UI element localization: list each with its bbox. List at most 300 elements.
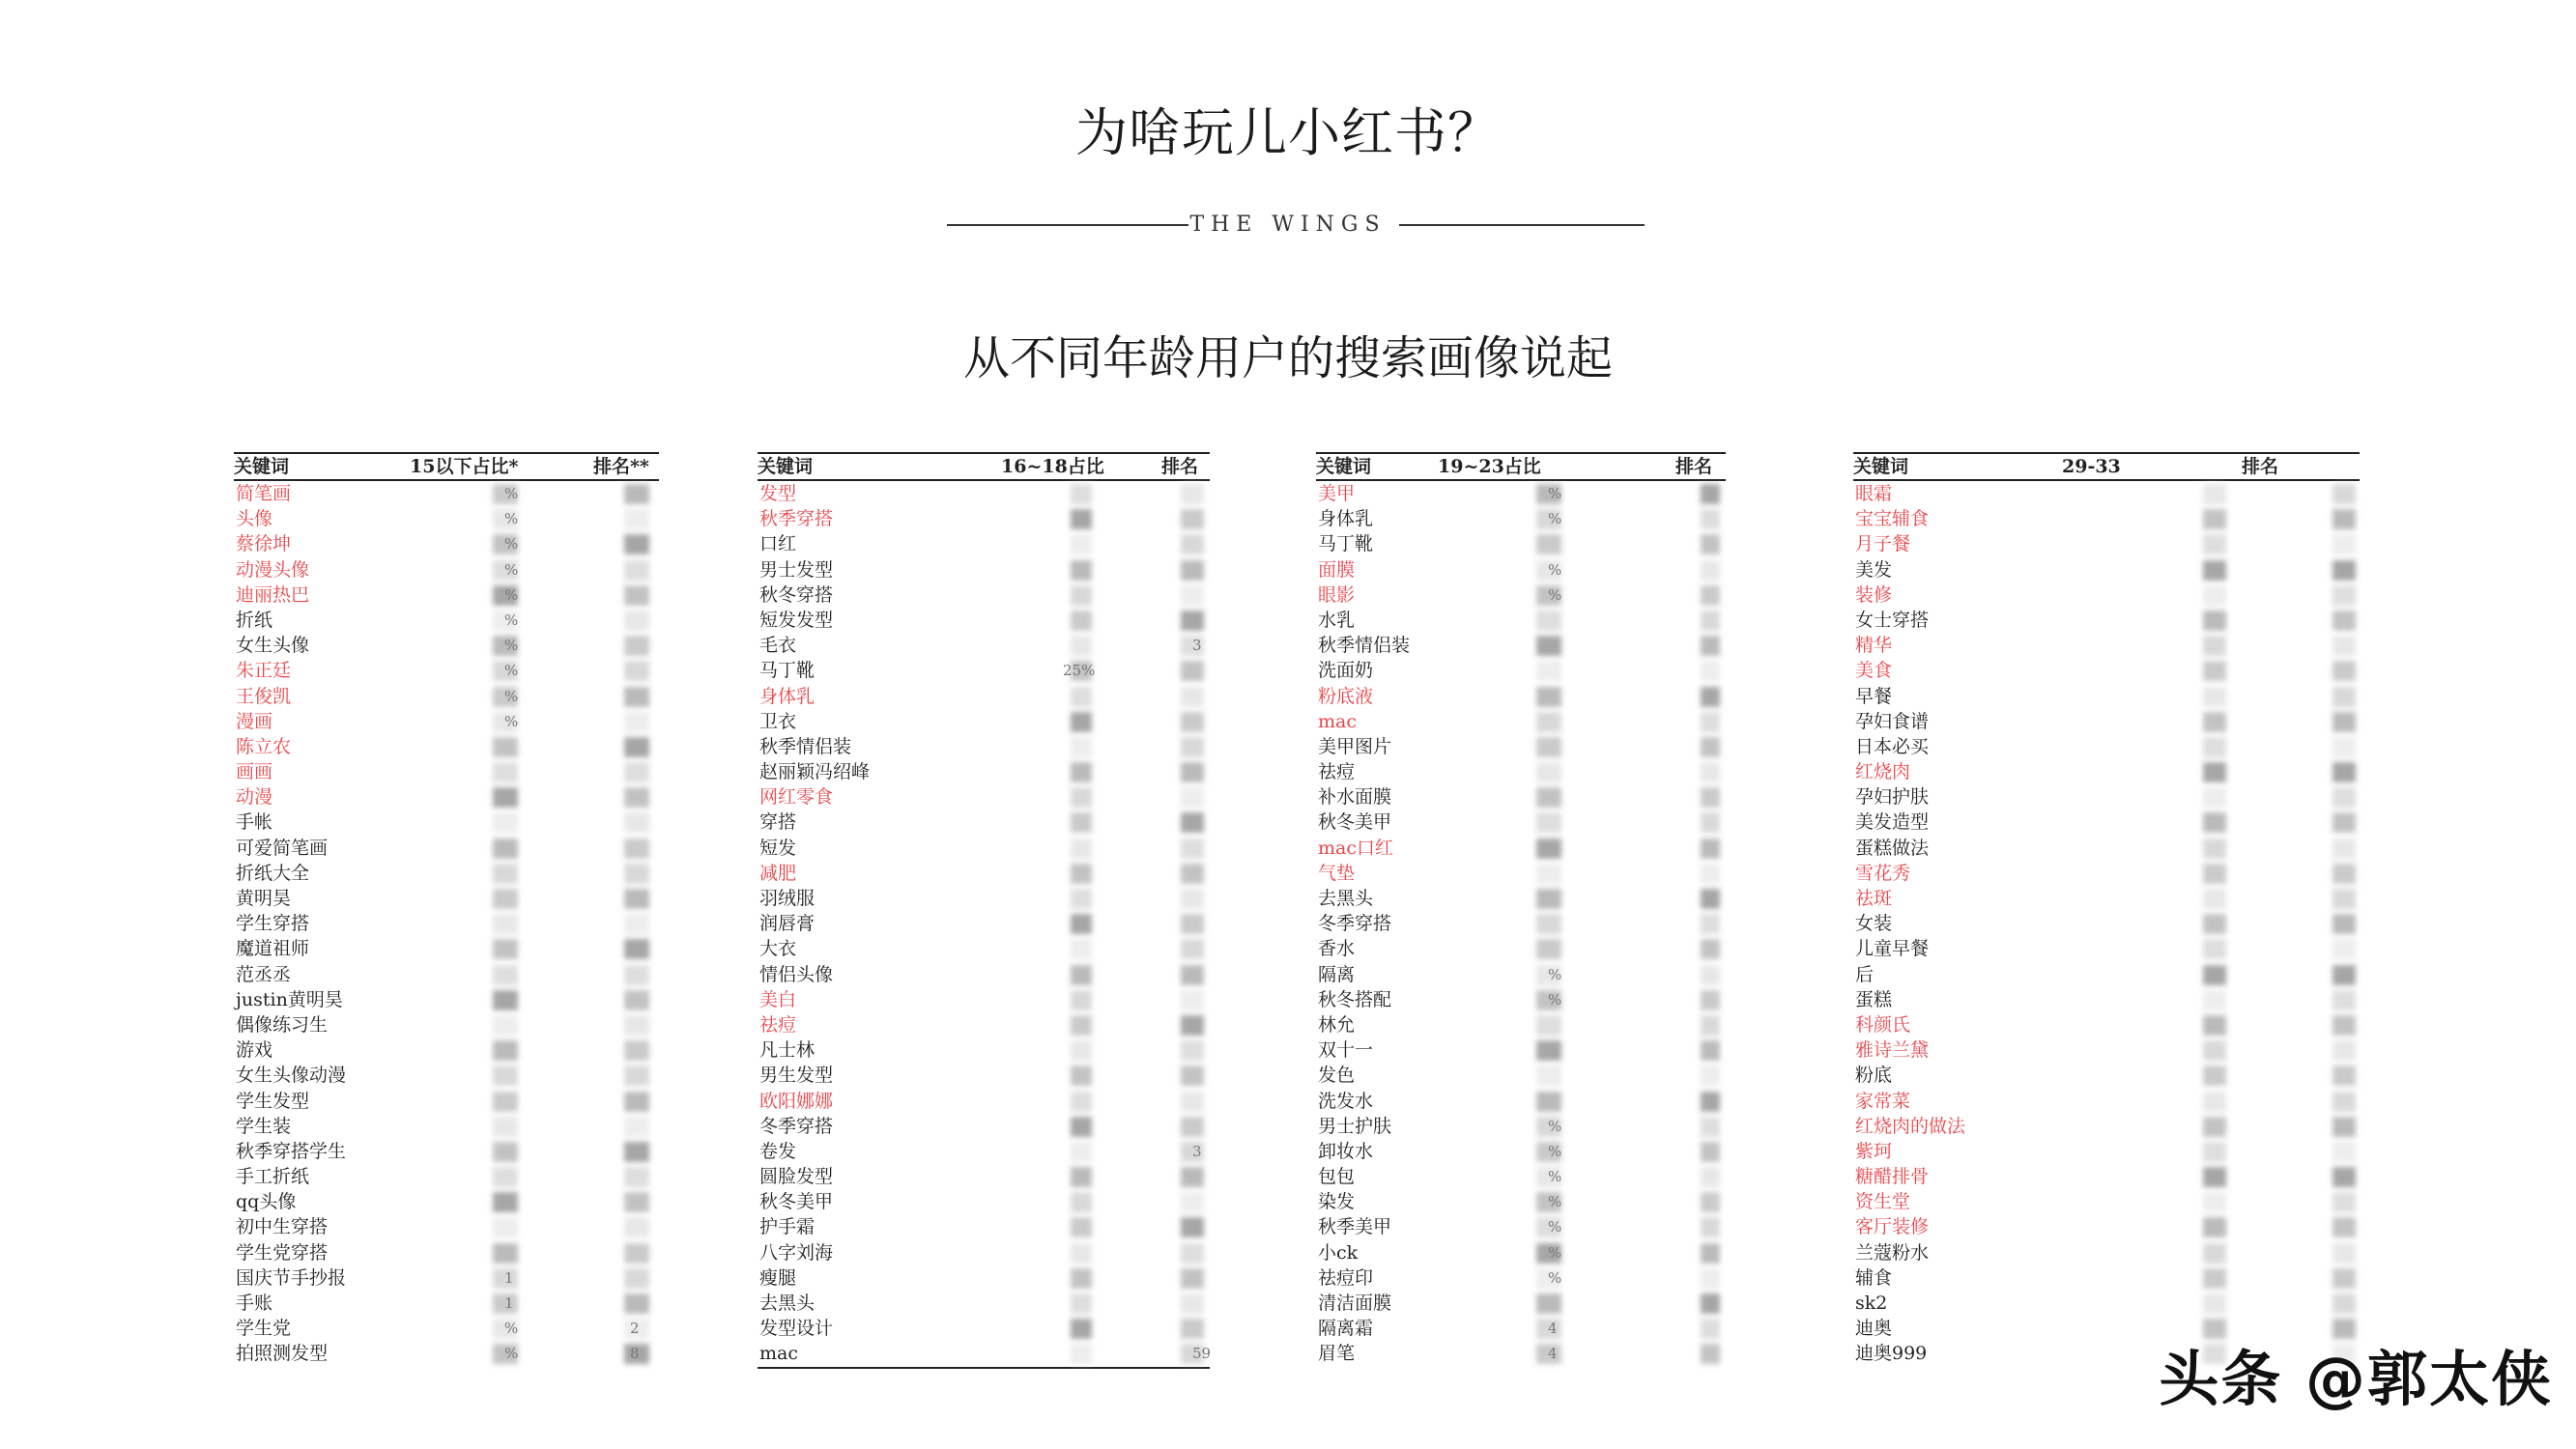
redacted-rank-block [1181,509,1204,529]
table-row [234,1114,659,1139]
redacted-share-block [2203,484,2226,504]
table-row [1316,1037,1726,1063]
rank-cell: 3 [1192,637,1202,655]
table-row [758,658,1210,683]
keyword-cell: 网红零食 [759,786,834,809]
redacted-share-block [2203,560,2226,581]
redacted-share-block [2203,812,2226,833]
table-row [1316,1114,1726,1139]
redacted-share-block [1536,762,1561,782]
table-row [758,684,1210,709]
share-cell: % [1548,1117,1562,1135]
redacted-share-block [1536,838,1561,859]
table-row [1853,1139,2360,1164]
redacted-share-block [2203,737,2226,757]
redacted-share-block [1536,636,1561,656]
redacted-share-block [1071,585,1092,606]
redacted-rank-block [2333,1142,2356,1162]
keyword-cell: 秋冬美甲 [1318,811,1392,834]
table-row [234,1265,659,1291]
keyword-cell: 拍照测发型 [236,1343,329,1365]
table-row [1316,1189,1726,1214]
table-row [758,1089,1210,1114]
redacted-rank-block [1701,1319,1720,1339]
table-row [234,1240,659,1265]
keyword-cell: 包包 [1318,1166,1356,1188]
table-body [234,481,659,1367]
keyword-cell: 小ck [1318,1241,1359,1264]
table-row [1316,886,1726,911]
share-cell: % [504,535,519,554]
redacted-share-block [2203,1015,2226,1036]
table-row [1853,582,2360,608]
redacted-rank-block [2333,1117,2356,1137]
header-rank: 排名 [1675,456,1713,477]
table-row [1316,1341,1726,1366]
redacted-rank-block [1701,1142,1720,1162]
redacted-share-block [493,889,518,909]
redacted-rank-block [1701,939,1720,959]
redacted-share-block [1071,1192,1092,1212]
keyword-cell: 冬季穿搭 [759,1115,834,1137]
keyword-cell: 去黑头 [1318,888,1374,909]
redacted-rank-block [624,712,649,732]
keyword-cell: 秋冬搭配 [1318,988,1392,1010]
share-cell: % [1548,510,1562,528]
redacted-rank-block [1701,1243,1720,1264]
keyword-cell: 美食 [1855,660,1893,682]
redacted-rank-block [2333,1092,2356,1112]
table-row [234,481,659,506]
redacted-rank-block [1181,1268,1204,1289]
keyword-cell: 赵丽颖冯绍峰 [759,761,871,783]
redacted-share-block [2203,1065,2226,1086]
table-row [758,608,1210,633]
redacted-rank-block [1181,687,1204,707]
share-cell: % [504,637,519,655]
keyword-cell: 短发发型 [759,609,834,631]
redacted-rank-block [1181,914,1204,934]
redacted-rank-block [1181,1065,1204,1086]
redacted-rank-block [2333,990,2356,1010]
redacted-share-block [493,1217,518,1237]
keyword-cell: 学生穿搭 [236,913,310,935]
keyword-cell: 孕妇食谱 [1855,710,1930,732]
table-row [758,734,1210,759]
table-row [1853,506,2360,531]
keyword-cell: 蛋糕 [1855,988,1893,1010]
table-row [758,481,1210,506]
keyword-cell: 手工折纸 [236,1166,310,1188]
redacted-rank-block [1181,812,1204,833]
table-row [758,784,1210,810]
keyword-cell: 孕妇护肤 [1855,786,1930,809]
table-row [234,886,659,911]
table-row [234,1063,659,1088]
keyword-cell: mac口红 [1318,837,1393,859]
redacted-share-block [1536,1040,1561,1061]
redacted-rank-block [2333,1065,2356,1086]
keyword-cell: 润唇膏 [759,913,816,935]
table-row [1316,1063,1726,1088]
redacted-share-block [2203,712,2226,732]
table-header [234,452,659,481]
keyword-cell: 男生发型 [759,1065,834,1087]
table-row [758,936,1210,961]
redacted-rank-block [1181,889,1204,909]
redacted-share-block [1071,1217,1092,1237]
keyword-cell: 简笔画 [236,483,292,504]
share-cell: 4 [1548,1320,1558,1338]
table-row [234,1037,659,1063]
redacted-share-block [2203,965,2226,985]
redacted-rank-block [1701,484,1720,504]
redacted-rank-block [1181,1293,1204,1314]
keyword-cell: 迪奥 [1855,1318,1893,1340]
redacted-share-block [2203,762,2226,782]
redacted-share-block [1071,1293,1092,1314]
redacted-rank-block [2333,1167,2356,1187]
redacted-share-block [493,939,518,959]
keyword-cell: 欧阳娜娜 [759,1090,834,1112]
keyword-cell: 女士穿搭 [1855,609,1930,631]
table-row [1853,1089,2360,1114]
redacted-share-block [1071,990,1092,1010]
table-row [234,582,659,608]
table-row [1316,1240,1726,1265]
keyword-cell: 面膜 [1318,558,1356,581]
table-header [1316,452,1726,481]
table-row [1316,531,1726,556]
table-row [1316,506,1726,531]
keyword-cell: 学生发型 [236,1090,310,1112]
keyword-cell: 气垫 [1318,862,1356,884]
redacted-share-block [1071,838,1092,859]
table-row [234,987,659,1012]
keyword-cell: 男士发型 [759,558,834,581]
redacted-rank-block [624,585,649,606]
keyword-cell: 双十一 [1318,1039,1374,1062]
redacted-share-block [493,1192,518,1212]
keyword-cell: 身体乳 [759,685,816,707]
table-row [758,836,1210,861]
table-row [1316,861,1726,886]
keyword-cell: 八字刘海 [759,1241,834,1264]
table-row [758,1189,1210,1214]
keyword-cell: 资生堂 [1855,1191,1911,1213]
keyword-cell: 香水 [1318,938,1356,960]
redacted-share-block [1536,611,1561,631]
table-row [1853,684,2360,709]
keyword-table-age-29-33 [1853,452,2360,1367]
header-share: 16~18占比 [1001,456,1104,477]
table-row [1853,557,2360,582]
redacted-share-block [1071,1142,1092,1162]
table-row [234,836,659,861]
table-row [758,1114,1210,1139]
keyword-cell: 头像 [236,508,273,530]
keyword-cell: 家常菜 [1855,1090,1911,1112]
redacted-share-block [2203,534,2226,554]
redacted-rank-block [1701,661,1720,681]
keyword-cell: 装修 [1855,583,1893,606]
redacted-rank-block [2333,914,2356,934]
table-row [758,1037,1210,1063]
table-row [758,1341,1210,1366]
table-row [1316,810,1726,835]
redacted-rank-block [2333,1015,2356,1036]
redacted-rank-block [1701,636,1720,656]
redacted-rank-block [624,1142,649,1162]
redacted-rank-block [2333,864,2356,884]
keyword-cell: 减肥 [759,862,797,884]
redacted-share-block [493,787,518,808]
keyword-cell: 动漫 [236,786,273,809]
redacted-share-block [1071,939,1092,959]
redacted-rank-block [2333,1040,2356,1061]
redacted-share-block [2203,914,2226,934]
redacted-rank-block [1701,864,1720,884]
redacted-rank-block [2333,965,2356,985]
table-row [758,911,1210,936]
table-row [234,709,659,734]
table-row [1316,1012,1726,1037]
redacted-rank-block [624,1192,649,1212]
share-cell: % [504,712,519,730]
redacted-share-block [493,1092,518,1112]
keyword-cell: 客厅装修 [1855,1216,1930,1238]
redacted-share-block [2203,990,2226,1010]
header-rank: 排名 [2242,456,2279,477]
keyword-cell: 凡士林 [759,1039,816,1062]
redacted-share-block [1071,889,1092,909]
redacted-share-block [1071,965,1092,985]
redacted-share-block [1536,687,1561,707]
redacted-rank-block [1181,864,1204,884]
keyword-cell: 卫衣 [759,710,797,732]
redacted-rank-block [624,889,649,909]
redacted-rank-block [1701,812,1720,833]
keyword-cell: 雅诗兰黛 [1855,1039,1930,1062]
table-row [1853,1189,2360,1214]
redacted-share-block [2203,787,2226,808]
redacted-rank-block [2333,1192,2356,1212]
redacted-rank-block [1181,585,1204,606]
redacted-rank-block [2333,762,2356,782]
table-row [758,1265,1210,1291]
redacted-share-block [493,965,518,985]
redacted-rank-block [2333,484,2356,504]
redacted-rank-block [2333,585,2356,606]
redacted-rank-block [1701,1065,1720,1086]
divider-line-left [947,224,1188,226]
redacted-rank-block [624,812,649,833]
brand-line: THE WINGS [1189,213,1387,237]
share-cell: % [1548,1142,1562,1160]
redacted-rank-block [2333,560,2356,581]
rank-cell: 59 [1192,1345,1212,1363]
keyword-cell: 祛斑 [1855,888,1893,909]
redacted-rank-block [1701,1015,1720,1036]
redacted-rank-block [1181,1040,1204,1061]
keyword-cell: 卸妆水 [1318,1140,1374,1162]
keyword-cell: 马丁靴 [759,660,816,682]
table-row [234,911,659,936]
redacted-share-block [1071,914,1092,934]
redacted-rank-block [2333,889,2356,909]
redacted-share-block [1071,1040,1092,1061]
keyword-cell: 短发 [759,837,797,859]
redacted-share-block [493,1142,518,1162]
redacted-rank-block [624,1040,649,1061]
redacted-rank-block [1701,762,1720,782]
redacted-rank-block [624,1243,649,1264]
keyword-cell: 清洁面膜 [1318,1293,1392,1314]
redacted-rank-block [1701,990,1720,1010]
header-keyword: 关键词 [1853,456,1909,477]
table-row [1853,987,2360,1012]
redacted-rank-block [1181,939,1204,959]
redacted-share-block [1536,812,1561,833]
keyword-cell: 雪花秀 [1855,862,1911,884]
keyword-cell: 冬季穿搭 [1318,913,1392,935]
header-keyword: 关键词 [758,456,814,477]
table-row [1316,962,1726,987]
table-row [1316,1265,1726,1291]
keyword-cell: 朱正廷 [236,660,292,682]
redacted-rank-block [624,661,649,681]
table-body [1316,481,1726,1367]
table-row [1853,734,2360,759]
table-row [1316,633,1726,658]
share-cell: % [1548,965,1562,983]
redacted-rank-block [624,687,649,707]
table-row [234,1291,659,1316]
keyword-cell: 秋季美甲 [1318,1216,1392,1238]
keyword-cell: 瘦腿 [759,1266,797,1289]
redacted-share-block [1071,1243,1092,1264]
table-row [1316,987,1726,1012]
keyword-cell: 秋冬穿搭 [759,583,834,606]
keyword-cell: 发色 [1318,1065,1356,1087]
keyword-cell: 女装 [1855,913,1893,935]
keyword-cell: 发型 [759,483,797,504]
redacted-rank-block [1181,534,1204,554]
keyword-cell: 秋季情侣装 [1318,635,1411,657]
table-row [234,759,659,784]
table-row [234,734,659,759]
table-row [1853,633,2360,658]
redacted-share-block [2203,1040,2226,1061]
keyword-cell: 秋季穿搭学生 [236,1140,347,1162]
redacted-share-block [2203,1117,2226,1137]
redacted-rank-block [624,1217,649,1237]
redacted-share-block [1071,687,1092,707]
redacted-rank-block [624,787,649,808]
redacted-rank-block [624,737,649,757]
share-cell: % [504,687,519,705]
redacted-share-block [2203,889,2226,909]
keyword-cell: 洗面奶 [1318,660,1374,682]
rank-cell: 2 [630,1320,640,1338]
table-row [1853,962,2360,987]
keyword-cell: 情侣头像 [759,963,834,985]
table-row [758,810,1210,835]
table-row [1316,557,1726,582]
redacted-share-block [1071,1092,1092,1112]
redacted-rank-block [1181,1319,1204,1339]
redacted-rank-block [1701,914,1720,934]
keyword-cell: 护手霜 [759,1216,816,1238]
table-row [1316,784,1726,810]
redacted-share-block [493,1065,518,1086]
redacted-rank-block [2333,838,2356,859]
keyword-cell: 学生装 [236,1115,292,1137]
table-row [758,886,1210,911]
keyword-cell: 早餐 [1855,685,1893,707]
keyword-cell: 美甲图片 [1318,735,1392,757]
redacted-rank-block [2333,1217,2356,1237]
table-row [1316,1164,1726,1189]
table-row [758,1164,1210,1189]
keyword-cell: 糖醋排骨 [1855,1166,1930,1188]
table-row [758,633,1210,658]
keyword-cell: justin黄明昊 [236,988,343,1010]
redacted-rank-block [624,762,649,782]
table-row [1316,1139,1726,1164]
redacted-rank-block [1701,737,1720,757]
redacted-share-block [1536,534,1561,554]
redacted-share-block [1536,787,1561,808]
redacted-rank-block [1181,838,1204,859]
share-cell: % [504,485,519,502]
redacted-rank-block [2333,509,2356,529]
share-cell: % [504,662,519,680]
keyword-cell: 大衣 [759,938,797,960]
keyword-cell: 折纸大全 [236,862,310,884]
redacted-rank-block [1181,484,1204,504]
redacted-rank-block [624,1293,649,1314]
redacted-rank-block [624,1015,649,1036]
share-cell: % [1548,485,1562,502]
keyword-cell: 秋冬美甲 [759,1191,834,1213]
keyword-cell: 黄明昊 [236,888,292,909]
redacted-rank-block [624,560,649,581]
keyword-cell: 祛痘印 [1318,1266,1374,1289]
redacted-rank-block [624,965,649,985]
redacted-rank-block [2333,661,2356,681]
redacted-share-block [493,1015,518,1036]
redacted-rank-block [2333,712,2356,732]
keyword-cell: 偶像练习生 [236,1013,329,1036]
share-cell: % [1548,1193,1562,1211]
table-row [758,861,1210,886]
keyword-cell: 国庆节手抄报 [236,1266,347,1289]
keyword-cell: 女生头像 [236,635,310,657]
header-rank: 排名** [593,456,649,477]
table-row [758,987,1210,1012]
redacted-rank-block [1701,1040,1720,1061]
table-header [1853,452,2360,481]
table-row [234,633,659,658]
table-row [234,1012,659,1037]
keyword-cell: 身体乳 [1318,508,1374,530]
keyword-cell: 红烧肉的做法 [1855,1115,1966,1137]
redacted-rank-block [1701,1344,1720,1364]
redacted-share-block [1071,1015,1092,1036]
redacted-rank-block [2333,1293,2356,1314]
redacted-share-block [1071,636,1092,656]
